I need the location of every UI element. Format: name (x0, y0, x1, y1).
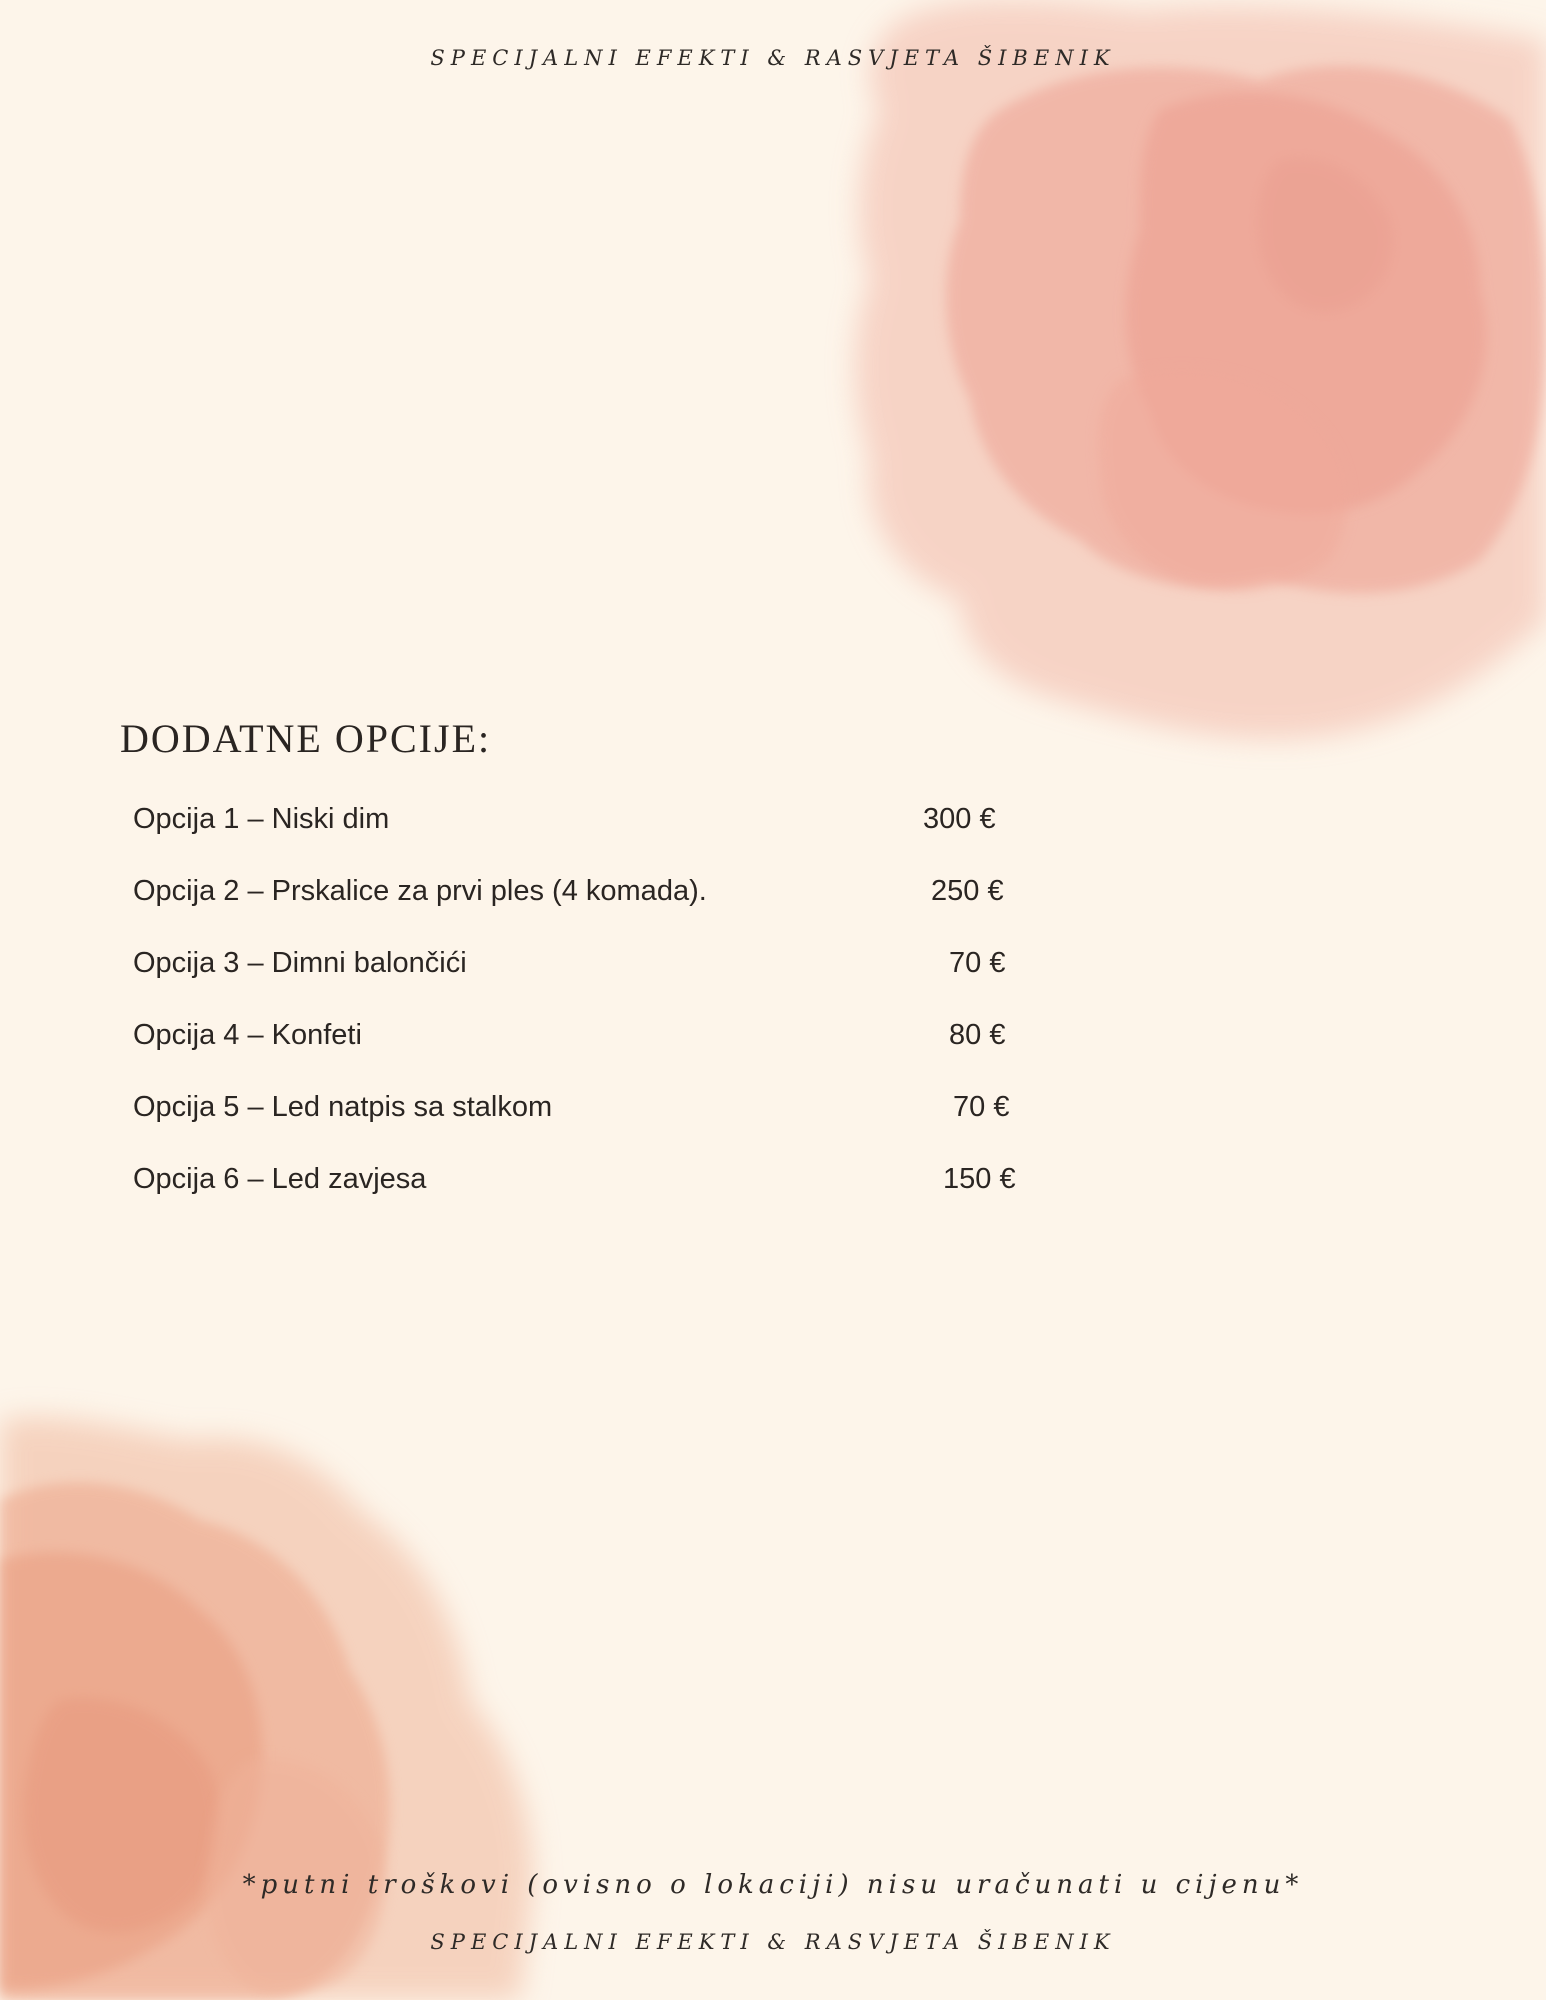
option-price: 150 € (943, 1163, 1016, 1195)
travel-costs-note: *putni troškovi (ovisno o lokaciji) nisu uračunati u cijenu* (242, 1870, 1304, 1900)
option-label: Opcija 4 – Konfeti (133, 1019, 362, 1051)
option-row (133, 867, 1023, 939)
options-list (133, 795, 1023, 1227)
option-price: 70 € (953, 1091, 1010, 1123)
option-label: Opcija 6 – Led zavjesa (133, 1163, 427, 1195)
option-label: Opcija 1 – Niski dim (133, 803, 390, 835)
option-price: 80 € (949, 1019, 1006, 1051)
option-price: 250 € (931, 875, 1004, 907)
flower-bottom-left-icon (0, 1417, 533, 2000)
option-row (133, 939, 1023, 1011)
option-row (133, 795, 1023, 867)
option-price: 70 € (949, 947, 1006, 979)
option-price: 300 € (923, 803, 996, 835)
option-row (133, 1011, 1023, 1083)
option-label: Opcija 2 – Prskalice za prvi ples (4 komada). (133, 875, 707, 907)
option-label: Opcija 3 – Dimni balončići (133, 947, 467, 979)
flower-top-right-icon (855, 0, 1546, 739)
option-row (133, 1155, 1023, 1227)
footer-brand: SPECIJALNI EFEKTI & RASVJETA ŠIBENIK (430, 1930, 1116, 1954)
option-label: Opcija 5 – Led natpis sa stalkom (133, 1091, 553, 1123)
section-title: DODATNE OPCIJE: (120, 716, 492, 761)
option-row (133, 1083, 1023, 1155)
header-brand: SPECIJALNI EFEKTI & RASVJETA ŠIBENIK (430, 46, 1116, 70)
